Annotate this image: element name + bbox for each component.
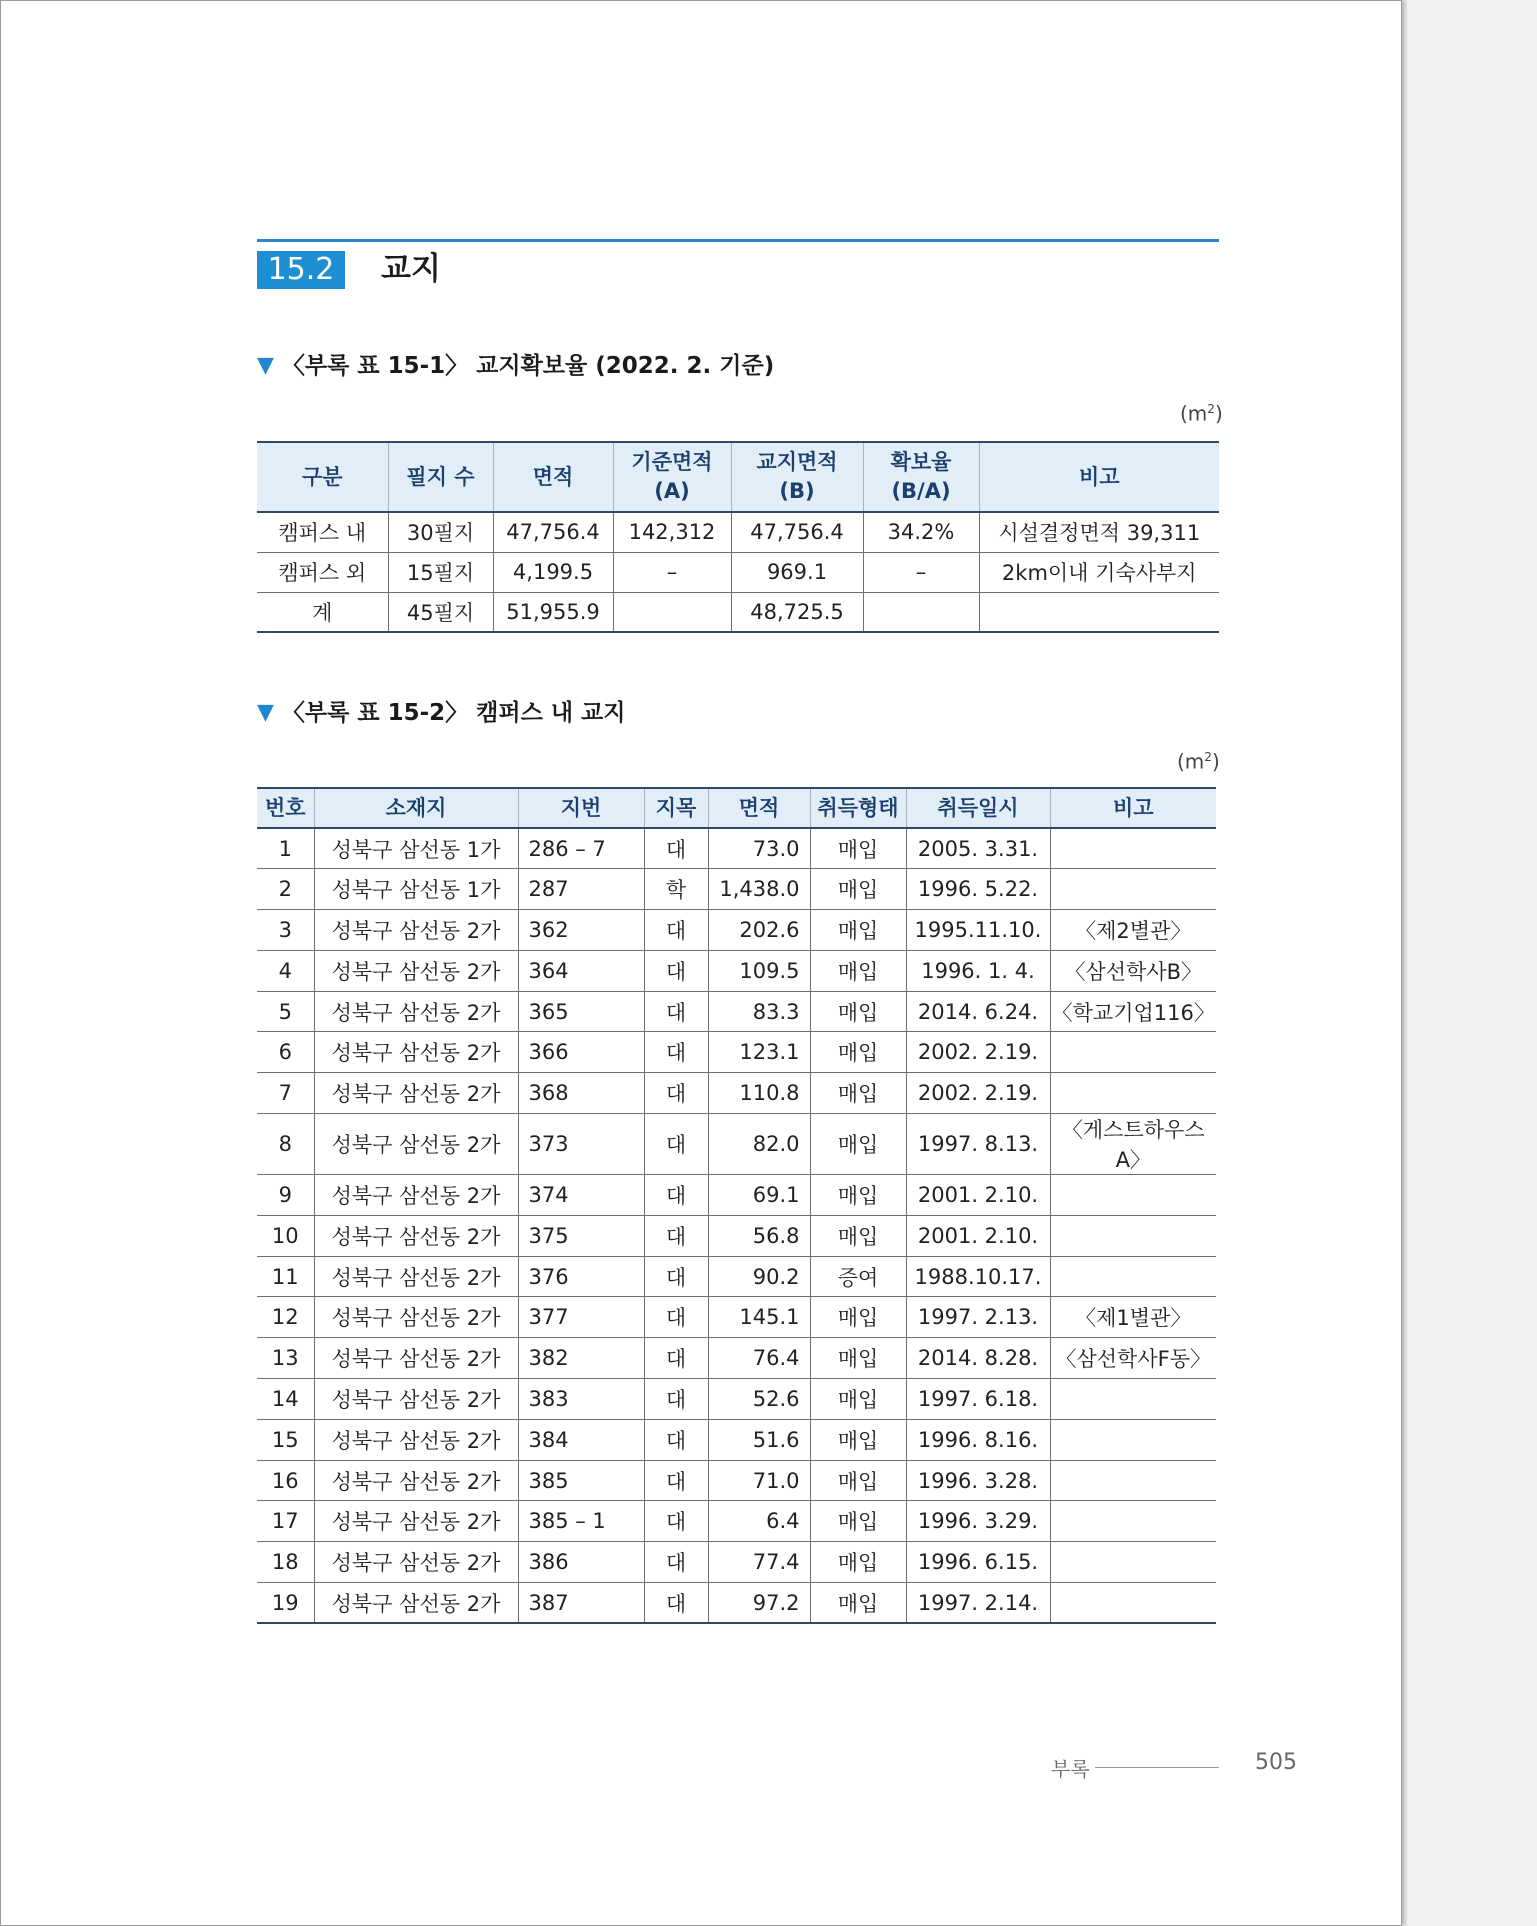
table-cell: 성북구 삼선동 2가 <box>314 1460 518 1501</box>
table-cell: 47,756.4 <box>493 512 613 552</box>
table-cell: 1996. 5.22. <box>906 869 1050 910</box>
table-cell: 대 <box>644 1297 708 1338</box>
table-cell: 287 <box>518 869 644 910</box>
table-cell: 대 <box>644 1073 708 1114</box>
table-cell: 성북구 삼선동 2가 <box>314 1583 518 1624</box>
table-cell: 202.6 <box>708 910 810 951</box>
table-cell: 374 <box>518 1175 644 1216</box>
table-cell: 69.1 <box>708 1175 810 1216</box>
table-cell: 2001. 2.10. <box>906 1215 1050 1256</box>
column-header: 비고 <box>1050 788 1216 828</box>
table-cell: 성북구 삼선동 2가 <box>314 1032 518 1073</box>
table-cell: 13 <box>257 1338 314 1379</box>
table-cell <box>1050 828 1216 869</box>
table-cell: 1996. 1. 4. <box>906 950 1050 991</box>
table-cell: 매입 <box>810 1460 906 1501</box>
table-cell: 384 <box>518 1419 644 1460</box>
table-cell: 성북구 삼선동 2가 <box>314 910 518 951</box>
column-header: 교지면적 (B) <box>731 442 863 512</box>
table-row <box>257 828 1216 869</box>
section-rule <box>257 239 1219 242</box>
table-cell: – <box>613 552 731 592</box>
table-cell: 2 <box>257 869 314 910</box>
table2-caption-row <box>257 698 625 728</box>
table-cell: 계 <box>257 592 388 632</box>
table-cell: 성북구 삼선동 1가 <box>314 869 518 910</box>
table-row <box>257 1379 1216 1420</box>
table-cell: 매입 <box>810 828 906 869</box>
table-cell: 매입 <box>810 1032 906 1073</box>
footer-label: 부록 <box>1051 1757 1090 1781</box>
table1-caption: 〈부록 표 15-1〉 교지확보율 (2022. 2. 기준) <box>281 353 775 379</box>
table-row <box>257 950 1216 991</box>
table-cell: 학 <box>644 869 708 910</box>
table-cell: 368 <box>518 1073 644 1114</box>
page-number: 505 <box>1255 1750 1297 1775</box>
table-cell <box>1050 1073 1216 1114</box>
table-cell: 대 <box>644 1338 708 1379</box>
table-cell: 〈게스트하우스A〉 <box>1050 1114 1216 1175</box>
table-cell: 성북구 삼선동 2가 <box>314 991 518 1032</box>
table-cell: 1997. 6.18. <box>906 1379 1050 1420</box>
column-header: 기준면적 (A) <box>613 442 731 512</box>
table-row <box>257 991 1216 1032</box>
table-row <box>257 1501 1216 1542</box>
table-cell: 52.6 <box>708 1379 810 1420</box>
table-cell: 성북구 삼선동 2가 <box>314 1175 518 1216</box>
table-row <box>257 910 1216 951</box>
table-cell: 6 <box>257 1032 314 1073</box>
triangle-down-icon: ▼ <box>257 353 274 378</box>
table-cell: 시설결정면적 39,311 <box>979 512 1219 552</box>
table-cell: 성북구 삼선동 2가 <box>314 1501 518 1542</box>
table-cell <box>1050 1379 1216 1420</box>
table-row <box>257 1114 1216 1175</box>
table-row <box>257 1542 1216 1583</box>
table-cell: 48,725.5 <box>731 592 863 632</box>
table-cell: 7 <box>257 1073 314 1114</box>
table-cell: 대 <box>644 828 708 869</box>
table2-unit: $(m^2)$ <box>1177 749 1220 774</box>
table-cell <box>1050 1542 1216 1583</box>
table-cell <box>1050 869 1216 910</box>
table-cell: 376 <box>518 1256 644 1297</box>
table-row <box>257 1419 1216 1460</box>
table-cell: 대 <box>644 950 708 991</box>
table-cell: 매입 <box>810 950 906 991</box>
table-cell <box>1050 1460 1216 1501</box>
table1-caption-row <box>257 351 774 381</box>
column-header: 취득일시 <box>906 788 1050 828</box>
table-cell: 캠퍼스 외 <box>257 552 388 592</box>
table-cell <box>1050 1583 1216 1624</box>
table-cell: 2002. 2.19. <box>906 1073 1050 1114</box>
table-cell: 대 <box>644 1583 708 1624</box>
table-cell: 382 <box>518 1338 644 1379</box>
table-cell: 3 <box>257 910 314 951</box>
table-cell: 51,955.9 <box>493 592 613 632</box>
table-cell: 1996. 3.28. <box>906 1460 1050 1501</box>
table-cell: 매입 <box>810 1073 906 1114</box>
table-row <box>257 1460 1216 1501</box>
table-row <box>257 1583 1216 1624</box>
table-cell: 10 <box>257 1215 314 1256</box>
table-cell: 성북구 삼선동 2가 <box>314 1114 518 1175</box>
table2-caption: 〈부록 표 15-2〉 캠퍼스 내 교지 <box>281 700 626 726</box>
table-cell: 〈제1별관〉 <box>1050 1297 1216 1338</box>
table-cell: 2001. 2.10. <box>906 1175 1050 1216</box>
table-cell: 97.2 <box>708 1583 810 1624</box>
table-cell: 8 <box>257 1114 314 1175</box>
table-cell: 매입 <box>810 1114 906 1175</box>
footer-rule <box>1095 1767 1219 1768</box>
table-cell: 대 <box>644 1032 708 1073</box>
column-header: 소재지 <box>314 788 518 828</box>
table-row <box>257 869 1216 910</box>
table-cell: 4 <box>257 950 314 991</box>
table-cell: 77.4 <box>708 1542 810 1583</box>
table-row <box>257 592 1219 632</box>
table-cell: – <box>863 552 979 592</box>
table-cell: 1995.11.10. <box>906 910 1050 951</box>
table-cell: 2002. 2.19. <box>906 1032 1050 1073</box>
table-cell <box>1050 1032 1216 1073</box>
table-cell: 대 <box>644 1175 708 1216</box>
table-cell <box>979 592 1219 632</box>
table-cell: 매입 <box>810 1379 906 1420</box>
table-cell: 대 <box>644 910 708 951</box>
table-cell: 〈삼선학사F동〉 <box>1050 1338 1216 1379</box>
table-cell: 매입 <box>810 1297 906 1338</box>
table-cell: 1996. 3.29. <box>906 1501 1050 1542</box>
table-cell: 365 <box>518 991 644 1032</box>
table-cell: 성북구 삼선동 2가 <box>314 1215 518 1256</box>
table-cell <box>613 592 731 632</box>
table-cell: 30필지 <box>388 512 493 552</box>
table-cell: 5 <box>257 991 314 1032</box>
table-row <box>257 1256 1216 1297</box>
table-row <box>257 1297 1216 1338</box>
table1-header-row <box>257 442 1219 512</box>
table-cell: 385 <box>518 1460 644 1501</box>
table-row <box>257 512 1219 552</box>
table-cell: 83.3 <box>708 991 810 1032</box>
table-cell: 145.1 <box>708 1297 810 1338</box>
table-cell: 90.2 <box>708 1256 810 1297</box>
table-cell <box>863 592 979 632</box>
table-cell: 73.0 <box>708 828 810 869</box>
table-cell: 18 <box>257 1542 314 1583</box>
column-header: 지목 <box>644 788 708 828</box>
table1 <box>257 441 1219 633</box>
section-number: 15.2 <box>257 251 345 289</box>
table-cell: 매입 <box>810 1542 906 1583</box>
table-cell <box>1050 1419 1216 1460</box>
table-cell: 16 <box>257 1460 314 1501</box>
table-cell: 377 <box>518 1297 644 1338</box>
table-cell: 1996. 6.15. <box>906 1542 1050 1583</box>
table-cell: 매입 <box>810 1338 906 1379</box>
column-header: 비고 <box>979 442 1219 512</box>
triangle-down-icon: ▼ <box>257 700 274 725</box>
table-cell: 증여 <box>810 1256 906 1297</box>
table2 <box>257 787 1216 1624</box>
table-row <box>257 1073 1216 1114</box>
table-cell: 56.8 <box>708 1215 810 1256</box>
table-row <box>257 552 1219 592</box>
table-cell: 110.8 <box>708 1073 810 1114</box>
table-cell: 성북구 삼선동 2가 <box>314 1073 518 1114</box>
table-row <box>257 1215 1216 1256</box>
table-cell: 386 <box>518 1542 644 1583</box>
table-cell: 성북구 삼선동 2가 <box>314 1419 518 1460</box>
table-cell: 969.1 <box>731 552 863 592</box>
table-cell: 매입 <box>810 991 906 1032</box>
table-cell <box>1050 1256 1216 1297</box>
table-row <box>257 1338 1216 1379</box>
column-header: 번호 <box>257 788 314 828</box>
column-header: 지번 <box>518 788 644 828</box>
table-cell: 14 <box>257 1379 314 1420</box>
table-cell: 캠퍼스 내 <box>257 512 388 552</box>
table-cell: 4,199.5 <box>493 552 613 592</box>
table-cell: 성북구 삼선동 2가 <box>314 1542 518 1583</box>
table-cell: 109.5 <box>708 950 810 991</box>
table-cell: 1 <box>257 828 314 869</box>
table2-header-row <box>257 788 1216 828</box>
table-cell: 15 <box>257 1419 314 1460</box>
table-cell: 6.4 <box>708 1501 810 1542</box>
table-cell: 375 <box>518 1215 644 1256</box>
table-cell: 대 <box>644 991 708 1032</box>
table-cell: 매입 <box>810 1501 906 1542</box>
table-cell: 1996. 8.16. <box>906 1419 1050 1460</box>
table-cell: 성북구 삼선동 1가 <box>314 828 518 869</box>
table1-unit: $(m^2)$ <box>1180 401 1223 426</box>
column-header: 확보율 (B/A) <box>863 442 979 512</box>
table-cell: 286 – 7 <box>518 828 644 869</box>
table-cell: 71.0 <box>708 1460 810 1501</box>
table-cell: 2km이내 기숙사부지 <box>979 552 1219 592</box>
table-cell: 2005. 3.31. <box>906 828 1050 869</box>
table-cell: 123.1 <box>708 1032 810 1073</box>
table-cell: 대 <box>644 1114 708 1175</box>
table-cell: 대 <box>644 1215 708 1256</box>
table-cell: 366 <box>518 1032 644 1073</box>
table-row <box>257 1032 1216 1073</box>
table-cell: 1,438.0 <box>708 869 810 910</box>
table-cell <box>1050 1215 1216 1256</box>
table-cell: 45필지 <box>388 592 493 632</box>
column-header: 면적 <box>708 788 810 828</box>
table-cell: 대 <box>644 1419 708 1460</box>
table-cell <box>1050 1175 1216 1216</box>
table-cell: 1988.10.17. <box>906 1256 1050 1297</box>
table-cell: 364 <box>518 950 644 991</box>
table-cell: 11 <box>257 1256 314 1297</box>
table-cell: 1997. 2.13. <box>906 1297 1050 1338</box>
table-cell: 〈삼선학사B〉 <box>1050 950 1216 991</box>
table-cell: 387 <box>518 1583 644 1624</box>
table-cell: 성북구 삼선동 2가 <box>314 1256 518 1297</box>
table-cell: 34.2% <box>863 512 979 552</box>
table-cell: 매입 <box>810 1175 906 1216</box>
table-cell: 51.6 <box>708 1419 810 1460</box>
section-title: 교지 <box>381 251 441 287</box>
table-cell: 47,756.4 <box>731 512 863 552</box>
table-cell: 대 <box>644 1542 708 1583</box>
table-cell: 12 <box>257 1297 314 1338</box>
table-cell: 대 <box>644 1379 708 1420</box>
column-header: 구분 <box>257 442 388 512</box>
table-cell <box>1050 1501 1216 1542</box>
table-cell: 매입 <box>810 1583 906 1624</box>
table-cell: 383 <box>518 1379 644 1420</box>
table-cell: 매입 <box>810 910 906 951</box>
table-cell: 1997. 2.14. <box>906 1583 1050 1624</box>
table-row <box>257 1175 1216 1216</box>
table-cell: 〈학교기업116〉 <box>1050 991 1216 1032</box>
table-cell: 대 <box>644 1256 708 1297</box>
table-cell: 대 <box>644 1501 708 1542</box>
table-cell: 373 <box>518 1114 644 1175</box>
table-cell: 〈제2별관〉 <box>1050 910 1216 951</box>
table-cell: 2014. 6.24. <box>906 991 1050 1032</box>
table-cell: 성북구 삼선동 2가 <box>314 1338 518 1379</box>
table-cell: 17 <box>257 1501 314 1542</box>
table-cell: 19 <box>257 1583 314 1624</box>
table-cell: 매입 <box>810 1419 906 1460</box>
column-header: 취득형태 <box>810 788 906 828</box>
column-header: 면적 <box>493 442 613 512</box>
table-cell: 82.0 <box>708 1114 810 1175</box>
table-cell: 2014. 8.28. <box>906 1338 1050 1379</box>
table-cell: 매입 <box>810 869 906 910</box>
table-cell: 성북구 삼선동 2가 <box>314 950 518 991</box>
table-cell: 성북구 삼선동 2가 <box>314 1297 518 1338</box>
table-cell: 성북구 삼선동 2가 <box>314 1379 518 1420</box>
table-cell: 142,312 <box>613 512 731 552</box>
table-cell: 9 <box>257 1175 314 1216</box>
table-cell: 385 – 1 <box>518 1501 644 1542</box>
table-cell: 1997. 8.13. <box>906 1114 1050 1175</box>
table-cell: 76.4 <box>708 1338 810 1379</box>
table-cell: 362 <box>518 910 644 951</box>
table-cell: 매입 <box>810 1215 906 1256</box>
column-header: 필지 수 <box>388 442 493 512</box>
table-cell: 대 <box>644 1460 708 1501</box>
table-cell: 15필지 <box>388 552 493 592</box>
